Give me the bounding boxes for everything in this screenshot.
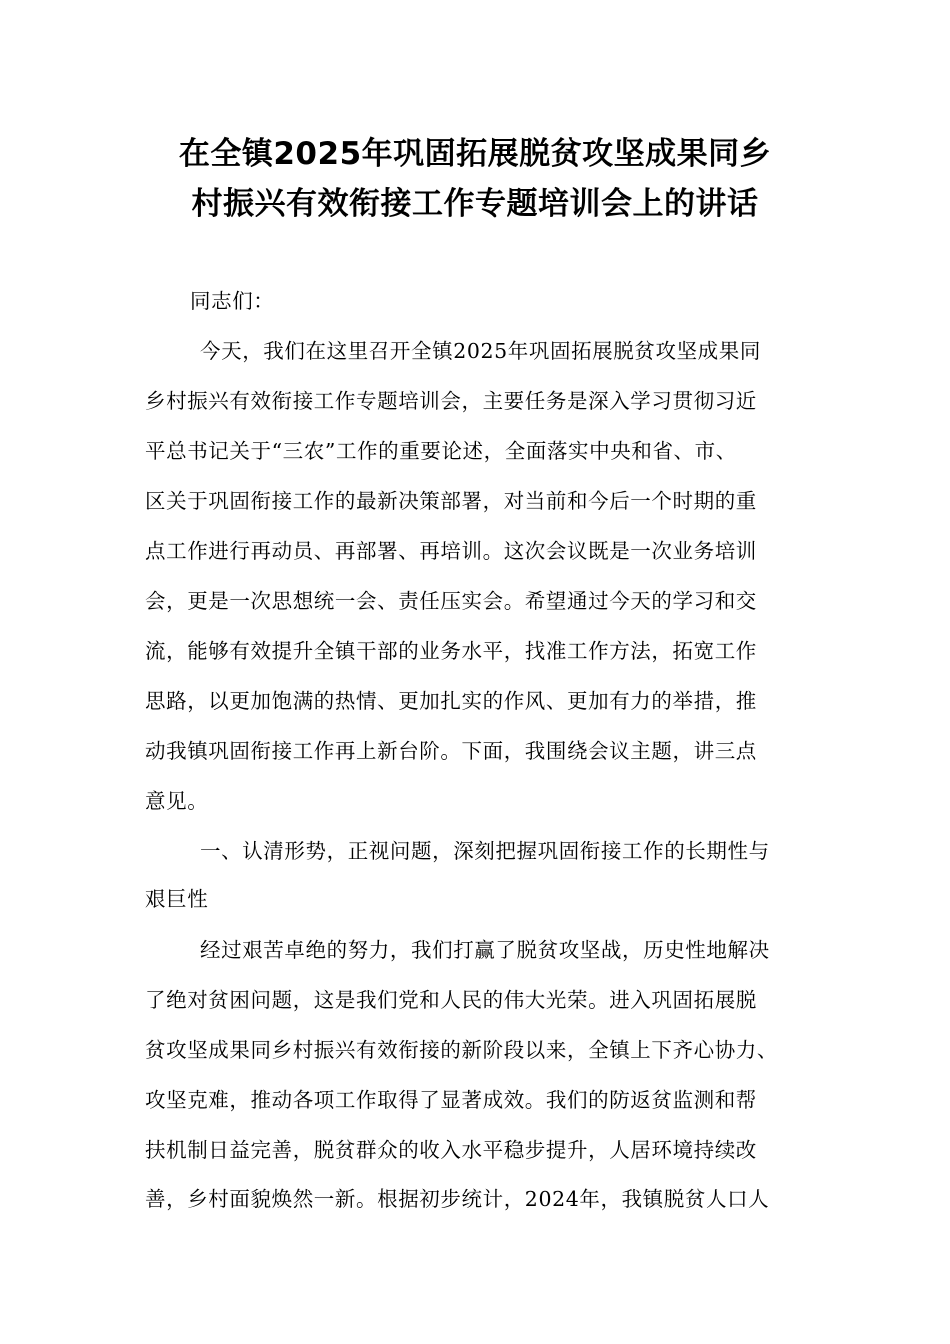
paragraph-2-line: 了绝对贫困问题，这是我们党和人民的伟大光荣。进入巩固拓展脱: [145, 988, 757, 1012]
paragraph-1-line: 流，能够有效提升全镇干部的业务水平，找准工作方法，拓宽工作: [145, 639, 757, 663]
section-1-heading-line: 一、认清形势，正视问题，深刻把握巩固衔接工作的长期性与: [200, 839, 770, 863]
paragraph-1-line: 会，更是一次思想统一会、责任压实会。希望通过今天的学习和交: [145, 589, 757, 613]
paragraph-1-line: 意见。: [145, 789, 209, 813]
paragraph-2-line: 贫攻坚成果同乡村振兴有效衔接的新阶段以来，全镇上下齐心协力、: [145, 1038, 778, 1062]
document-title-line-1: 在全镇2025年巩固拓展脱贫攻坚成果同乡: [178, 136, 772, 172]
paragraph-2-line: 攻坚克难，推动各项工作取得了显著成效。我们的防返贫监测和帮: [145, 1088, 757, 1112]
paragraph-2-line: 经过艰苦卓绝的努力，我们打赢了脱贫攻坚战，历史性地解决: [200, 938, 770, 962]
paragraph-1-line: 今天，我们在这里召开全镇2025年巩固拓展脱贫攻坚成果同: [200, 339, 761, 363]
paragraph-1-line: 区关于巩固衔接工作的最新决策部署，对当前和今后一个时期的重: [145, 489, 757, 513]
paragraph-1-line: 思路，以更加饱满的热情、更加扎实的作风、更加有力的举措，推: [145, 689, 757, 713]
salutation: 同志们：: [190, 289, 275, 313]
paragraph-1-line: 动我镇巩固衔接工作再上新台阶。下面，我围绕会议主题，讲三点: [145, 739, 757, 763]
paragraph-1-line: 点工作进行再动员、再部署、再培训。这次会议既是一次业务培训: [145, 539, 757, 563]
paragraph-1-line: 平总书记关于“三农”工作的重要论述，全面落实中央和省、市、: [145, 439, 737, 463]
paragraph-1-line: 乡村振兴有效衔接工作专题培训会，主要任务是深入学习贯彻习近: [145, 389, 757, 413]
paragraph-2-line: 扶机制日益完善，脱贫群众的收入水平稳步提升，人居环境持续改: [145, 1138, 757, 1162]
section-1-heading-line: 艰巨性: [145, 887, 209, 911]
document-title-line-2: 村振兴有效衔接工作专题培训会上的讲话: [191, 186, 759, 222]
paragraph-2-line: 善，乡村面貌焕然一新。根据初步统计，2024年，我镇脱贫人口人: [145, 1187, 770, 1211]
